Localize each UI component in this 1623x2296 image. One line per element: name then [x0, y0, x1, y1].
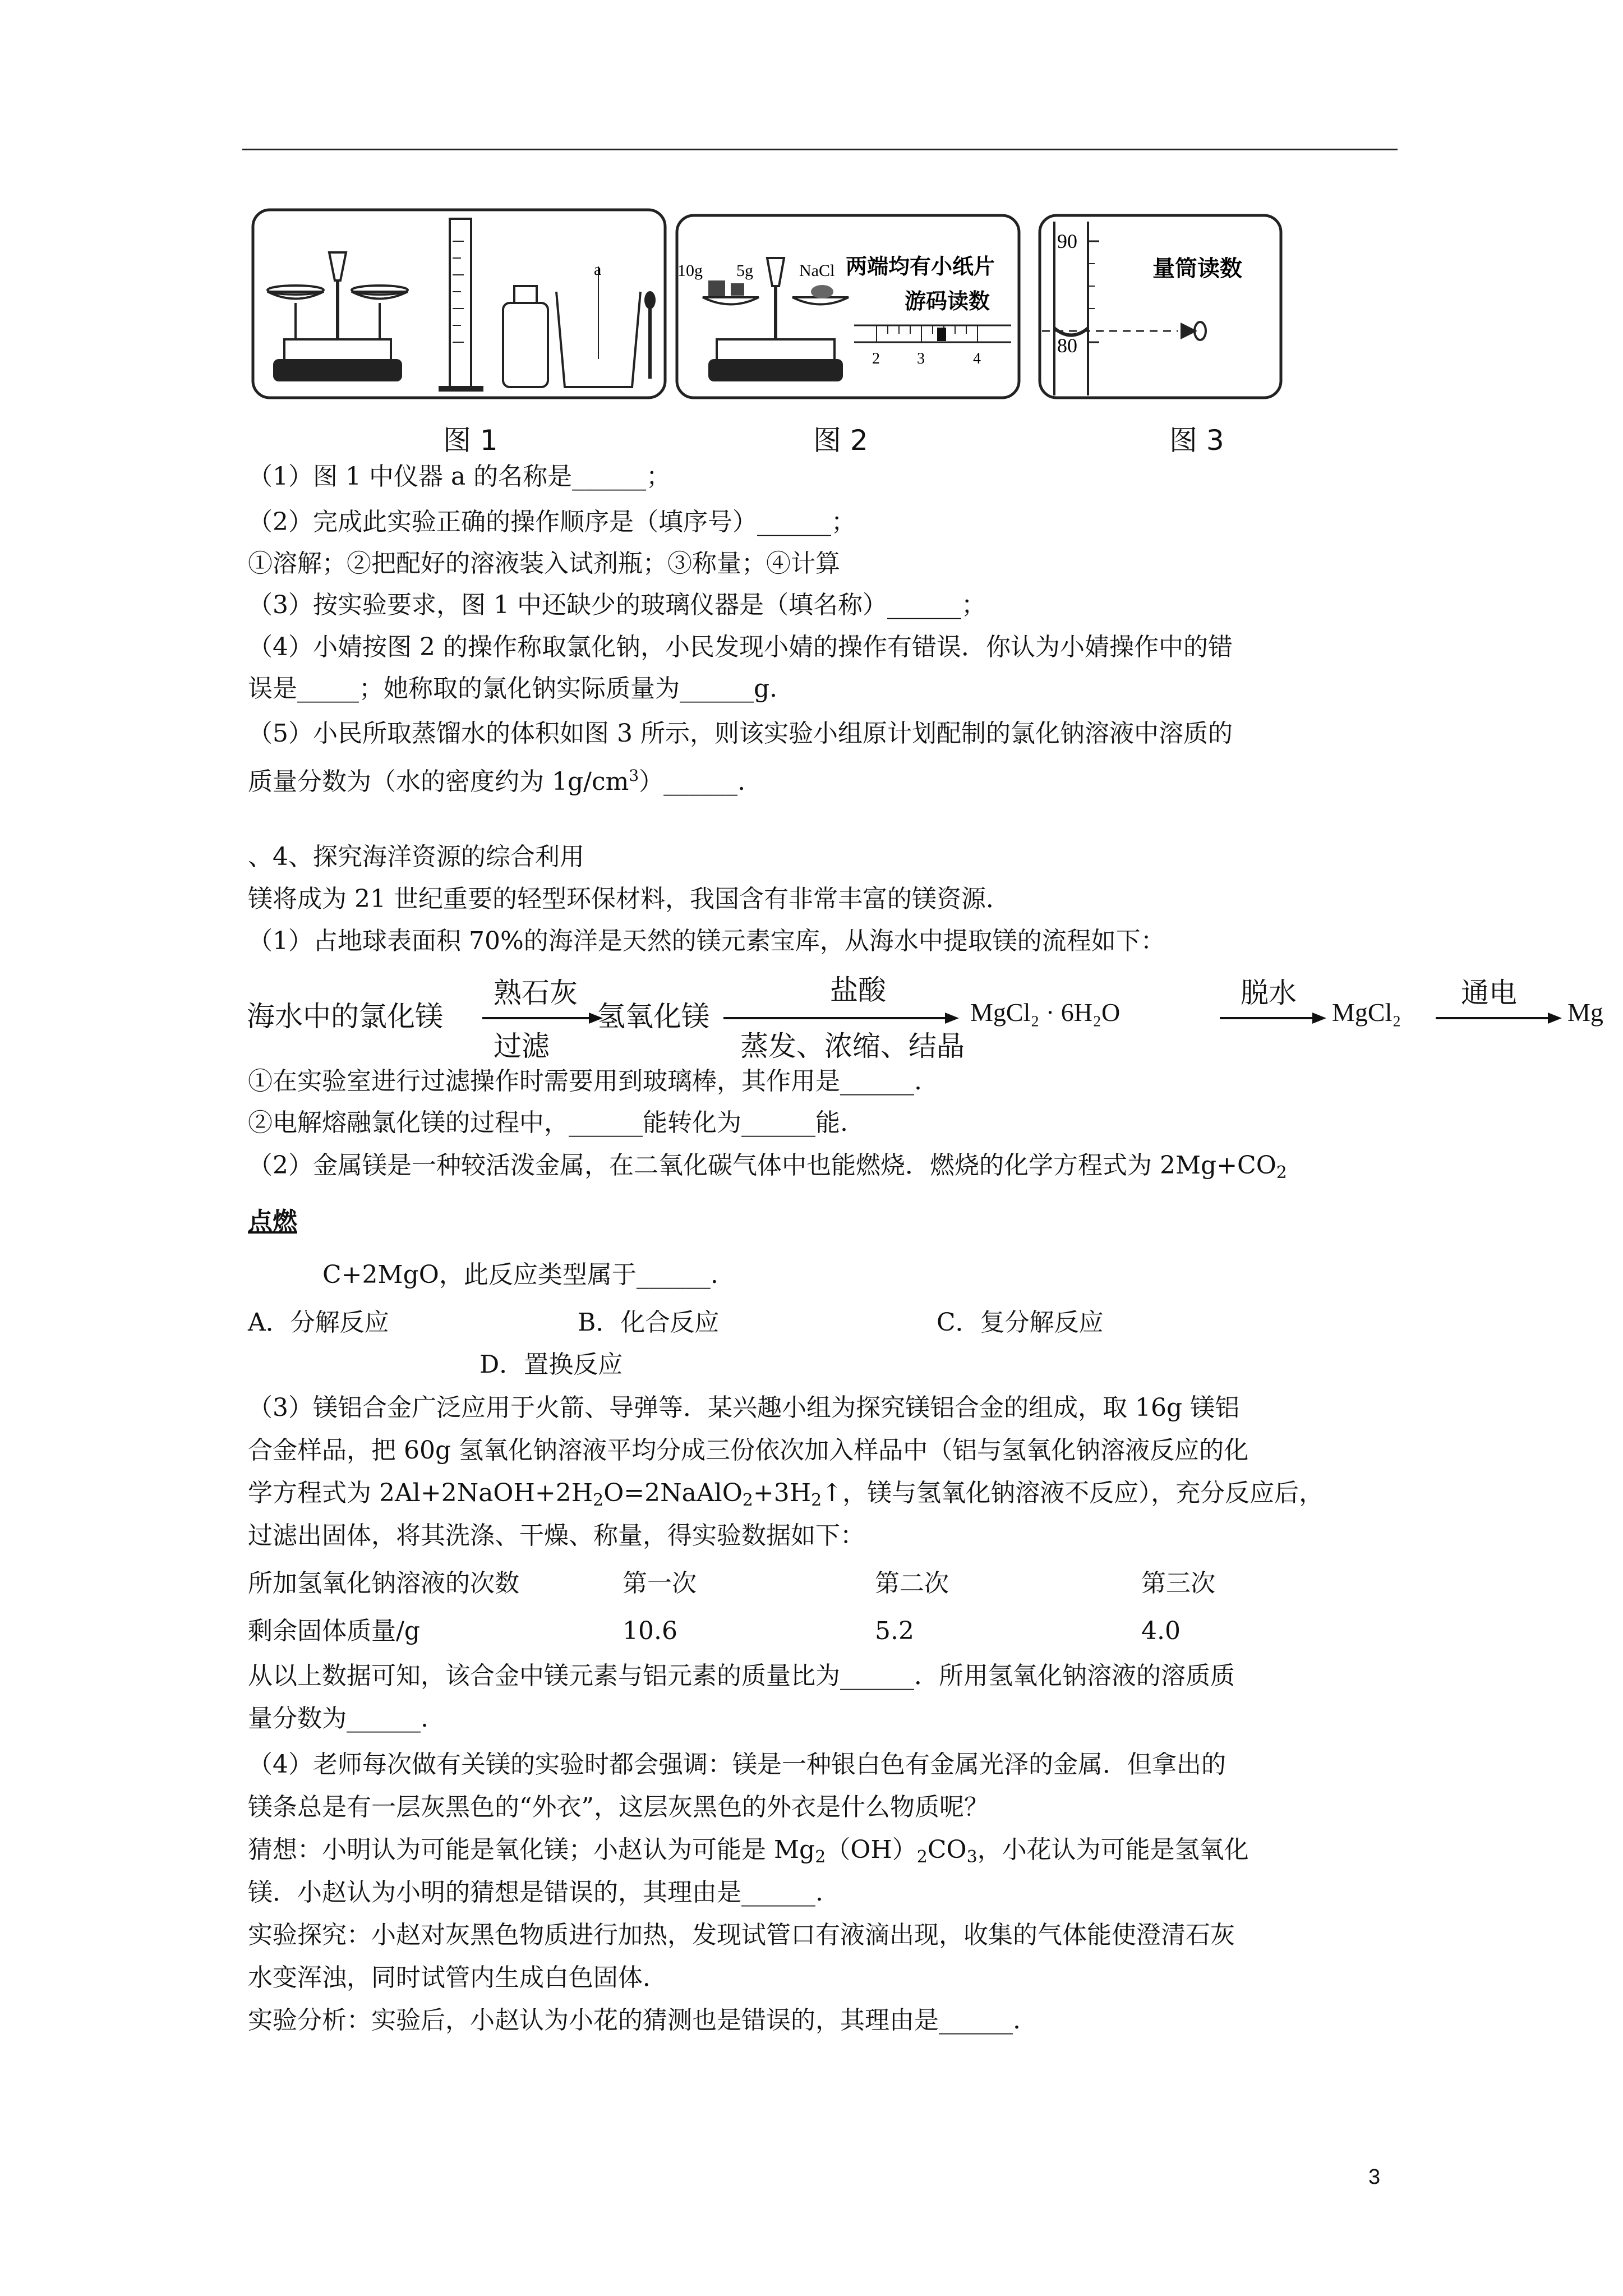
q4-part4-line-4: 镁．小赵认为小明的猜想是错误的，其理由是______. — [248, 1878, 823, 1907]
q4-part4-line-1: （4）老师每次做有关镁的实验时都会强调：镁是一种银白色有金属光泽的金属．但拿出的 — [248, 1750, 1226, 1779]
flow-end: Mg — [1567, 998, 1603, 1027]
q3-line-8 — [248, 760, 745, 798]
eq-sub-2: 2 — [742, 1490, 753, 1510]
flow-arrow1-bottom: 过滤 — [494, 1030, 550, 1062]
table-cell-2: 5.2 — [875, 1617, 914, 1645]
fig3-mark-90: 90 — [1057, 230, 1077, 252]
q3-line-8-sup: 3 — [629, 766, 639, 785]
figure-1 — [251, 208, 668, 401]
q4-part3-line-4: 过滤出固体，将其洗涤、干燥、称量，得实验数据如下： — [248, 1521, 865, 1550]
q3-line-4: （3）按实验要求，图 1 中还缺少的玻璃仪器是（填名称）______； — [248, 591, 986, 619]
fig2-tick-3: 3 — [917, 350, 925, 367]
flow-arrow1-top: 熟石灰 — [494, 977, 578, 1009]
q4-intro: 镁将成为 21 世纪重要的轻型环保材料，我国含有非常丰富的镁资源． — [248, 885, 1011, 913]
figure-2 — [675, 213, 1022, 401]
fig3-mark-80: 80 — [1057, 334, 1077, 357]
flow-arrow4-top: 通电 — [1461, 977, 1517, 1009]
q4-title: 、4、探究海洋资源的综合利用 — [248, 843, 584, 871]
fig2-tick-4: 4 — [973, 350, 981, 367]
fig2-weight-10g: 10g — [677, 261, 703, 280]
eq-part-b: O=2NaAlO — [603, 1479, 743, 1507]
q4-c1: ①在实验室进行过滤操作时需要用到玻璃棒，其作用是______. — [248, 1067, 922, 1096]
guess-part-d: ，小花认为可能是氢氧化 — [977, 1835, 1249, 1864]
fig2-nacl: NaCl — [799, 261, 835, 280]
eq-part-a: 学方程式为 2Al+2NaOH+2H — [248, 1479, 593, 1507]
page-number: 3 — [1368, 2165, 1381, 2189]
guess-sub-3: 3 — [966, 1847, 978, 1867]
eq-sub-3: 2 — [811, 1490, 822, 1510]
option-c: C．复分解反应 — [937, 1308, 1104, 1337]
q4-part3-line-2: 合金样品，把 60g 氢氧化钠溶液平均分成三份依次加入样品中（铝与氢氧化钠溶液反应的化 — [248, 1436, 1249, 1465]
q3-line-8-text: 质量分数为（水的密度约为 1g/cm — [248, 767, 629, 796]
reaction-condition: 点燃 — [248, 1207, 297, 1236]
figure-3 — [1038, 213, 1284, 401]
table-row-label: 剩余固体质量/g — [248, 1617, 420, 1645]
eq-sub-1: 2 — [593, 1490, 604, 1510]
flow-arrow-1 — [482, 1010, 603, 1027]
table-cell-1: 10.6 — [623, 1617, 677, 1645]
table-header-2: 第二次 — [875, 1569, 949, 1598]
fig3-note: 量筒读数 — [1152, 256, 1242, 282]
flow-arrow3-top: 脱水 — [1241, 977, 1297, 1009]
q4-part3-line-5: 从以上数据可知，该合金中镁元素与铝元素的质量比为______．所用氢氧化钠溶液的溶质质 — [248, 1662, 1235, 1690]
flow-start: 海水中的氯化镁 — [247, 1000, 443, 1033]
q3-line-2: （2）完成此实验正确的操作顺序是（填序号）______； — [248, 508, 856, 536]
q3-line-5: （4）小婧按图 2 的操作称取氯化钠，小民发现小婧的操作有错误．你认为小婧操作中的错 — [248, 633, 1233, 661]
q3-line-6: 误是_____；她称取的氯化钠实际质量为______g. — [248, 674, 778, 703]
guess-part-c: CO — [927, 1835, 967, 1864]
q3-line-1: （1）图 1 中仪器 a 的名称是______； — [248, 462, 671, 491]
flow-arrow-2 — [723, 1010, 959, 1027]
flow-arrow2-top: 盐酸 — [830, 974, 886, 1006]
guess-sub-1: 2 — [815, 1847, 826, 1867]
option-b: B．化合反应 — [578, 1308, 720, 1337]
q3-line-7: （5）小民所取蒸馏水的体积如图 3 所示，则该实验小组原计划配制的氯化钠溶液中溶质的 — [248, 719, 1233, 748]
q4-part4-line-2: 镁条总是有一层灰黑色的“外衣”，这层灰黑色的外衣是什么物质呢？ — [248, 1793, 989, 1821]
figure-3-caption: 图 3 — [1169, 424, 1224, 457]
fig2-note-paper: 两端均有小纸片 — [846, 254, 995, 279]
q4-part4-line-5: 实验探究：小赵对灰黑色物质进行加热，发现试管口有液滴出现，收集的气体能使澄清石灰 — [248, 1921, 1235, 1949]
eq-part-c: +3H — [753, 1479, 811, 1507]
table-cell-3: 4.0 — [1141, 1617, 1181, 1645]
q3-line-3: ①溶解；②把配好的溶液装入试剂瓶；③称量；④计算 — [248, 549, 840, 578]
flow-arrow2-bottom: 蒸发、浓缩、结晶 — [740, 1030, 965, 1062]
q4-part4-line-3 — [248, 1834, 1249, 1873]
q4-part2 — [248, 1150, 1287, 1189]
option-a: A．分解反应 — [248, 1308, 389, 1337]
table-header-label: 所加氢氧化钠溶液的次数 — [248, 1569, 519, 1598]
fig2-weight-5g: 5g — [736, 261, 753, 280]
q4-equation: C+2MgO，此反应类型属于______. — [322, 1260, 718, 1289]
eq-part-d: ↑，镁与氢氧化钠溶液不反应），充分反应后， — [822, 1479, 1324, 1507]
q3-line-8-end: ）______. — [639, 767, 746, 796]
guess-part-a: 猜想：小明认为可能是氧化镁；小赵认为可能是 Mg — [248, 1835, 815, 1864]
table-header-1: 第一次 — [623, 1569, 697, 1598]
q4-part4-line-6: 水变浑浊，同时试管内生成白色固体． — [248, 1963, 667, 1992]
q4-part3-line-6: 量分数为______. — [248, 1704, 428, 1733]
table-header-3: 第三次 — [1141, 1569, 1215, 1598]
guess-part-b: （OH） — [826, 1835, 917, 1864]
q4-part4-line-7: 实验分析：实验后，小赵认为小花的猜测也是错误的，其理由是______. — [248, 2006, 1021, 2035]
q4-c2: ②电解熔融氯化镁的过程中，______能转化为______能. — [248, 1108, 848, 1137]
figure-2-caption: 图 2 — [813, 424, 868, 457]
option-d: D．置换反应 — [479, 1350, 623, 1379]
q4-part2-sub: 2 — [1276, 1163, 1287, 1182]
flow-hydrate: MgCl₂ · 6H₂O — [970, 998, 1121, 1027]
flow-mgcl2: MgCl₂ — [1332, 998, 1401, 1027]
fig1-label-a: a — [594, 260, 602, 279]
flow-mid: 氢氧化镁 — [597, 1000, 709, 1033]
flow-arrow-3 — [1220, 1010, 1326, 1027]
q4-part2-text: （2）金属镁是一种较活泼金属，在二氧化碳气体中也能燃烧．燃烧的化学方程式为 2Mg+CO — [248, 1151, 1276, 1180]
fig2-note-rider: 游码读数 — [905, 289, 990, 314]
q4-part1: （1）占地球表面积 70%的海洋是天然的镁元素宝库，从海水中提取镁的流程如下： — [248, 927, 1165, 955]
fig2-tick-2: 2 — [872, 350, 880, 367]
guess-sub-2: 2 — [916, 1847, 928, 1867]
q4-part3-line-3 — [248, 1478, 1324, 1516]
q4-part3-line-1: （3）镁铝合金广泛应用于火箭、导弹等．某兴趣小组为探究镁铝合金的组成，取 16g 镁铝 — [248, 1393, 1240, 1422]
flow-arrow-4 — [1436, 1010, 1562, 1027]
figure-1-caption: 图 1 — [443, 424, 498, 457]
header-rule — [242, 149, 1398, 150]
